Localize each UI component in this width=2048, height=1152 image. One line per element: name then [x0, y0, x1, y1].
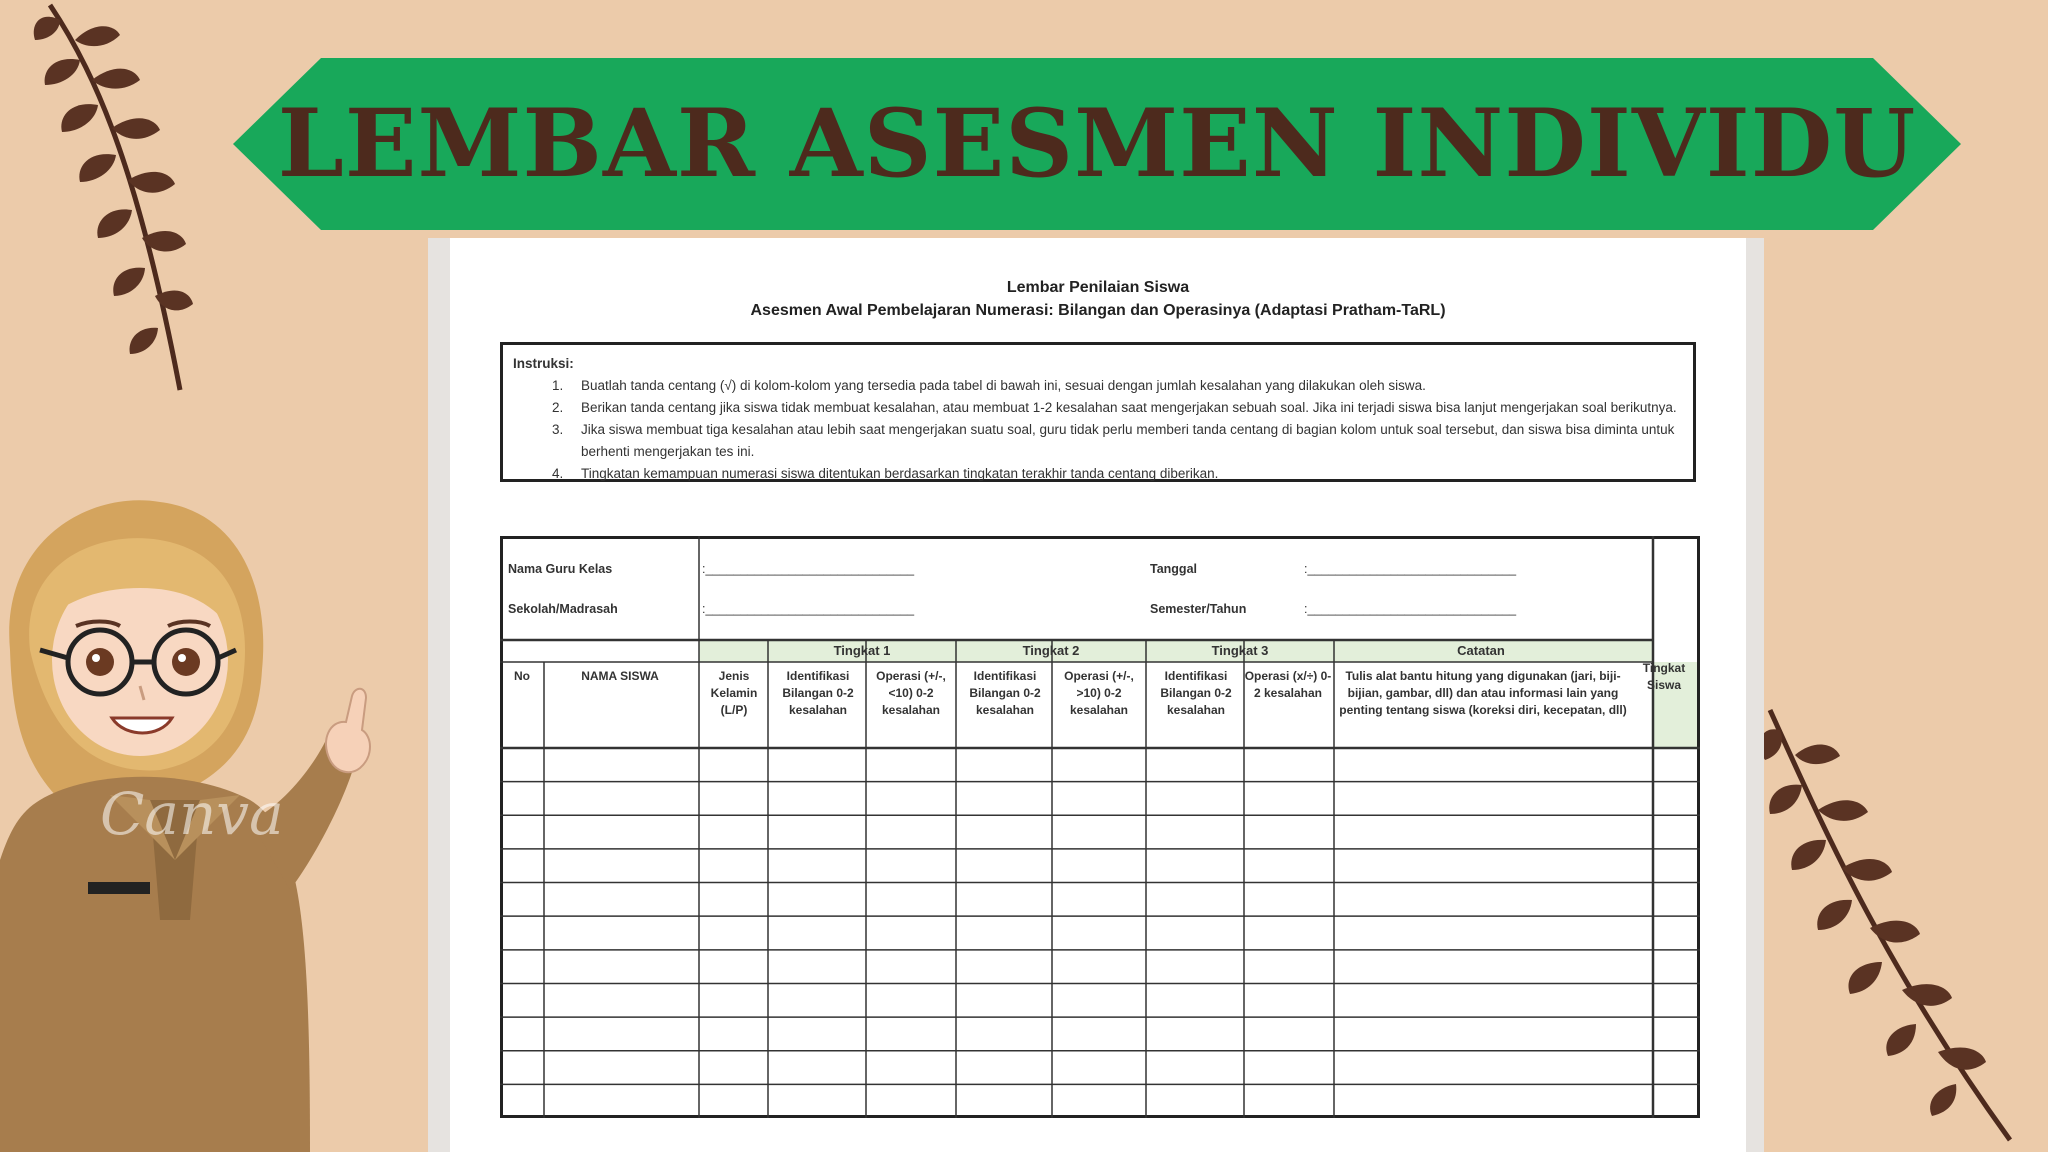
assessment-form-table	[500, 536, 1700, 1118]
semester-label: Semester/Tahun	[1150, 602, 1247, 616]
column-student-name: NAMA SISWA	[581, 669, 659, 683]
column-level2-operation: Operasi (+/-, >10) 0-2 kesalahan	[1064, 669, 1134, 717]
notes-header: Catatan	[1457, 643, 1505, 658]
level-2-header: Tingkat 2	[1022, 643, 1080, 658]
school-field[interactable]: :______________________________	[702, 602, 915, 616]
canva-watermark: Canva	[100, 780, 284, 848]
instruction-item: 3. Jika siswa membuat tiga kesalahan atau lebih saat mengerjakan suatu soal, guru tidak perlu memberi tanda centang di bagian kolom untuk soal tersebut, dan siswa bisa diminta untuk berhenti mengerjakan tes ini.	[567, 419, 1683, 463]
leaf-decoration-top-left	[30, 0, 200, 400]
title-banner	[233, 58, 1961, 230]
instruction-item: 1. Buatlah tanda centang (√) di kolom-kolom yang tersedia pada tabel di bawah ini, sesuai dengan jumlah kesalahan yang dilakukan oleh siswa.	[567, 375, 1683, 397]
date-label: Tanggal	[1150, 562, 1197, 576]
instructions-list	[513, 375, 1683, 485]
column-level1-number-id: Identifikasi Bilangan 0-2 kesalahan	[782, 669, 854, 717]
document-title: Lembar Penilaian Siswa	[1006, 279, 1190, 296]
date-field[interactable]: :______________________________	[1304, 562, 1517, 576]
teacher-name-field[interactable]: :______________________________	[702, 562, 915, 576]
semester-field[interactable]: :______________________________	[1304, 602, 1517, 616]
instructions-box	[500, 342, 1696, 482]
instruction-item: 2. Berikan tanda centang jika siswa tidak membuat kesalahan, atau membuat 1-2 kesalahan saat mengerjakan sebuah soal. Jika ini terjadi siswa bisa lanjut mengerjakan soal berikutnya.	[567, 397, 1683, 419]
teacher-name-label: Nama Guru Kelas	[508, 562, 613, 576]
column-gender: Jenis Kelamin (L/P)	[710, 669, 758, 717]
level-3-header: Tingkat 3	[1211, 643, 1269, 658]
column-level3-operation: Operasi (x/÷) 0-2 kesalahan	[1244, 669, 1332, 700]
table-grid	[500, 536, 1700, 1118]
instruction-item: 4. Tingkatan kemampuan numerasi siswa ditentukan berdasarkan tingkatan terakhir tanda centang diberikan.	[567, 463, 1683, 485]
column-level2-number-id: Identifikasi Bilangan 0-2 kesalahan	[969, 669, 1041, 717]
column-level3-number-id: Identifikasi Bilangan 0-2 kesalahan	[1160, 669, 1232, 717]
school-label: Sekolah/Madrasah	[508, 602, 618, 616]
column-notes: Tulis alat bantu hitung yang digunakan (jari, biji-bijian, gambar, dll) dan atau informasi lain yang penting tentang siswa (koreksi diri, kecepatan, dll)	[1339, 669, 1627, 717]
instructions-label: Instruksi:	[513, 356, 574, 371]
banner-title: LEMBAR ASESMEN INDIVIDU	[277, 89, 1917, 199]
column-level1-operation: Operasi (+/-, <10) 0-2 kesalahan	[876, 669, 946, 717]
level-1-header: Tingkat 1	[833, 643, 891, 658]
column-student-level: Tingkat Siswa	[1642, 661, 1686, 692]
document-subtitle: Asesmen Awal Pembelajaran Numerasi: Bilangan dan Operasinya (Adaptasi Pratham-TaRL)	[750, 302, 1446, 319]
column-number: No	[514, 669, 530, 683]
assessment-document	[450, 238, 1746, 1152]
leaf-decoration-bottom-right	[1760, 700, 2030, 1152]
document-header	[450, 276, 1746, 322]
